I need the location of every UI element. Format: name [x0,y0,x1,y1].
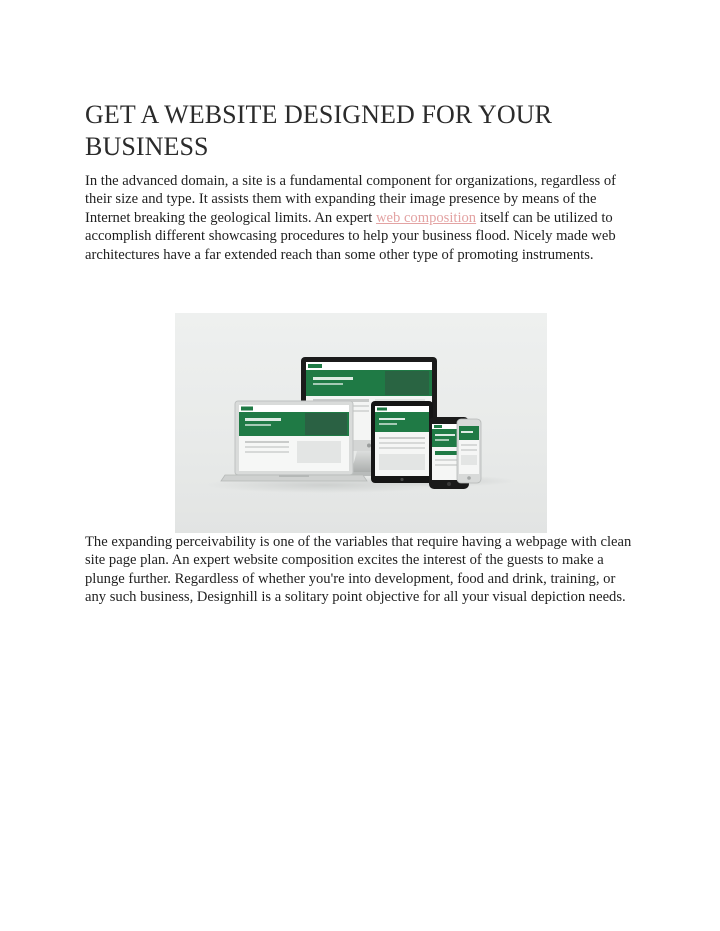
devices-illustration [175,313,547,533]
laptop [221,401,367,481]
intro-text-after-link: itself can be utilized to accomplish different showcasing procedures to help your business flood. Nicely made web architectures have a far extended reach than some other type of promoting instruments. [85,209,616,263]
web-composition-link[interactable]: web composition [375,209,477,226]
intro-text-before-link: In the advanced domain, a site is a fundamental component for organizations, regardless of their size and type. It assists them with expanding their image presence by means of the Internet breaking the geological limits. An expert [85,173,617,226]
closing-paragraph: The expanding perceivability is one of the variables that require having a webpage with clean site page plan. An expert website composition excites the interest of the guests to make a plunge further. Regardless of whether you're into development, food and drink, training, or any such business, Designhill is a solitary point objective for all your visual depiction needs. [85,534,632,606]
tablet [371,401,433,483]
page-title: GET A WEBSITE DESIGNED FOR YOUR BUSINESS [85,100,553,161]
smartphone-small [457,419,481,483]
responsive-devices-image [175,313,547,533]
intro-paragraph [85,172,635,264]
